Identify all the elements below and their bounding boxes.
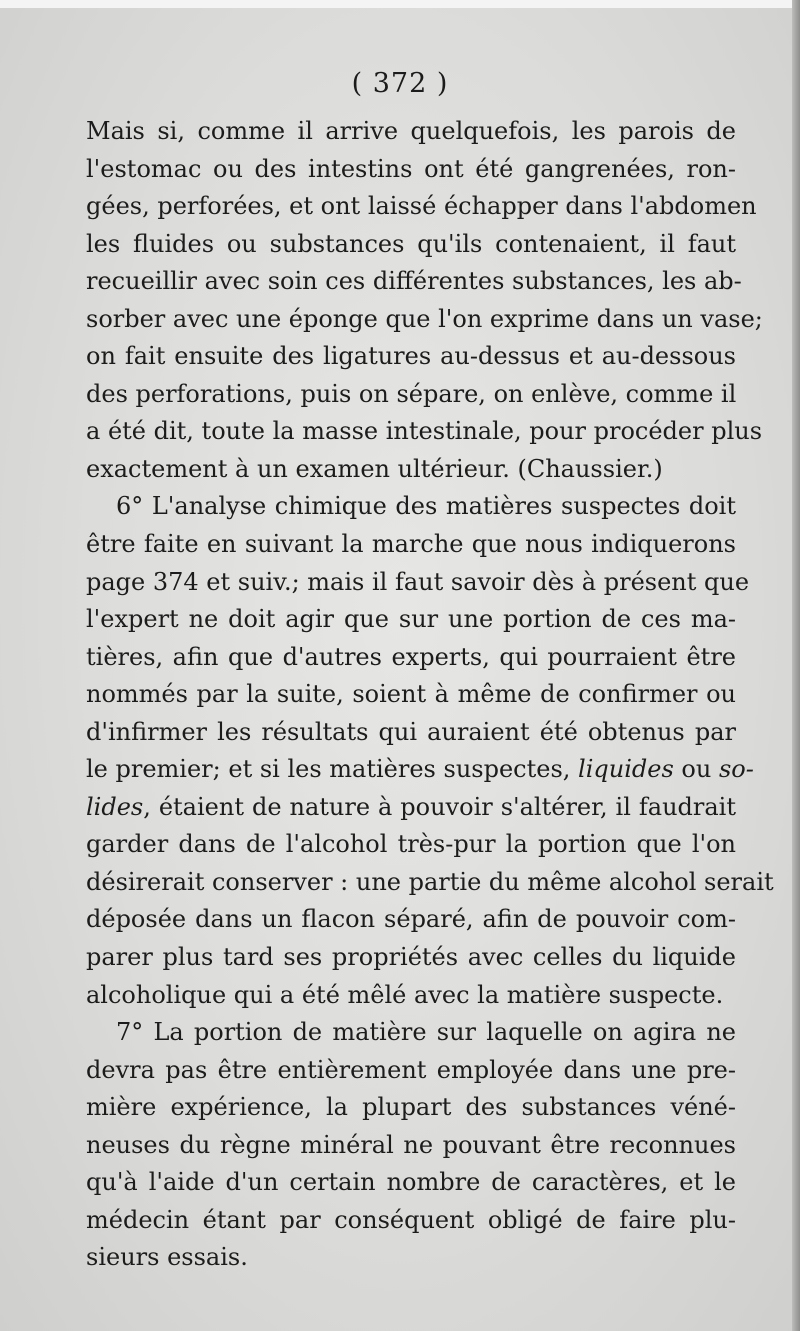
- text-line: mière expérience, la plupart des substances véné-: [86, 1093, 736, 1122]
- text-line: Mais si, comme il arrive quelquefois, les parois de: [86, 117, 736, 145]
- body-text: [86, 113, 774, 1277]
- text-line: 6° L'analyse chimique des matières suspectes doit: [116, 492, 736, 521]
- italic-word: so-: [718, 755, 754, 784]
- italic-word: liquides: [578, 755, 674, 784]
- text-line: qu'à l'aide d'un certain nombre de caractères, et le: [86, 1168, 736, 1197]
- text-line: devra pas être entièrement employée dans une pre-: [86, 1055, 736, 1084]
- text-line: parer plus tard ses propriétés avec celles du liquide: [86, 943, 736, 972]
- text-line: des perforations, puis on sépare, on enlève, comme il: [86, 379, 737, 408]
- text-segment: ou: [673, 755, 719, 784]
- text-line: exactement à un examen ultérieur. (Chaussier.): [86, 454, 663, 483]
- text-line: les fluides ou substances qu'ils contenaient, il faut: [86, 229, 736, 258]
- text-line: l'expert ne doit agir que sur une portion de ces ma-: [86, 605, 736, 634]
- page-top-edge: [0, 0, 800, 8]
- italic-word: lides: [86, 792, 144, 821]
- text-line: a été dit, toute la masse intestinale, pour procéder plus: [86, 417, 763, 446]
- text-line: déposée dans un flacon séparé, afin de pouvoir com-: [86, 905, 736, 934]
- text-line: [86, 789, 736, 827]
- text-line: page 374 et suiv.; mais il faut savoir dès à présent que: [86, 567, 750, 596]
- text-line: garder dans de l'alcohol très-pur la portion que l'on: [86, 830, 736, 859]
- text-line: médecin étant par conséquent obligé de faire plu-: [86, 1205, 736, 1234]
- text-line: nommés par la suite, soient à même de confirmer ou: [86, 680, 736, 709]
- text-line: d'infirmer les résultats qui auraient été obtenus par: [86, 717, 736, 746]
- page-right-edge: [792, 0, 800, 1331]
- text-line: sieurs essais.: [86, 1243, 248, 1272]
- text-segment: le premier; et si les matières suspectes,: [86, 755, 571, 784]
- text-line: alcoholique qui a été mêlé avec la matière suspecte.: [86, 980, 724, 1009]
- text-line: recueillir avec soin ces différentes substances, les ab-: [86, 267, 742, 296]
- text-line: [86, 751, 754, 789]
- text-line: 7° La portion de matière sur laquelle on agira ne: [116, 1018, 736, 1047]
- text-line: on fait ensuite des ligatures au-dessus et au-dessous: [86, 342, 736, 371]
- text-line: désirerait conserver : une partie du même alcohol serait: [86, 867, 774, 896]
- page-number: ( 372 ): [351, 68, 449, 99]
- text-line: être faite en suivant la marche que nous indiquerons: [86, 530, 736, 559]
- text-line: gées, perforées, et ont laissé échapper dans l'abdomen: [86, 192, 757, 221]
- text-line: sorber avec une éponge que l'on exprime dans un vase;: [86, 304, 763, 333]
- text-line: neuses du règne minéral ne pouvant être reconnues: [86, 1130, 736, 1159]
- text-line: tières, afin que d'autres experts, qui pourraient être: [86, 642, 736, 671]
- text-segment: , étaient de nature à pouvoir s'altérer, il faudrait: [143, 792, 736, 821]
- text-line: l'estomac ou des intestins ont été gangrenées, ron-: [86, 154, 736, 183]
